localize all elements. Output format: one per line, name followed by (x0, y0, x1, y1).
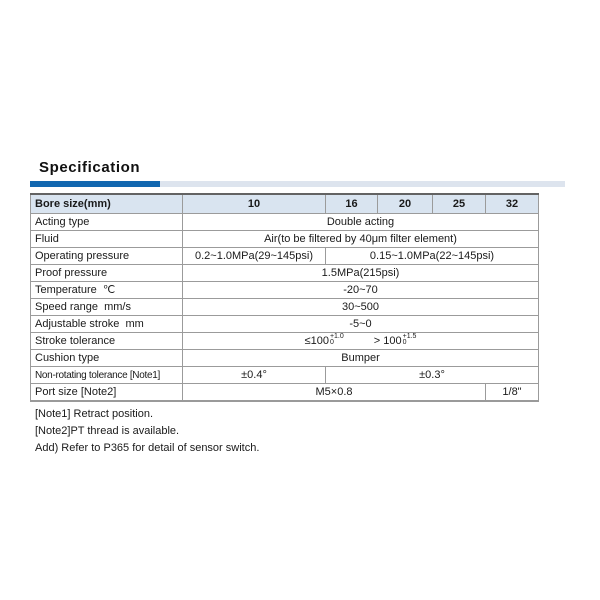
row-value-bore-32: 1/8" (486, 384, 539, 402)
header-col-bore-16: 16 (326, 194, 378, 214)
row-label: Cushion type (31, 350, 183, 367)
stroke-tolerance-gt-100 (374, 334, 417, 349)
table-row-adjustable-stroke (31, 316, 539, 333)
row-label: Acting type (31, 214, 183, 231)
row-value (183, 333, 539, 350)
tolerance-base: ≤100 (304, 334, 329, 347)
row-value: 30~500 (183, 299, 539, 316)
table-row-cushion-type (31, 350, 539, 367)
table-row-stroke-tolerance (31, 333, 539, 350)
header-col-bore-20: 20 (378, 194, 433, 214)
row-label: Temperature ℃ (31, 282, 183, 299)
specification-table (30, 193, 539, 402)
header-bore-size-label: Bore size(mm) (31, 194, 183, 214)
row-label: Port size [Note2] (31, 384, 183, 402)
row-value-bore-10: ±0.4° (183, 367, 326, 384)
row-value-bore-16-32: ±0.3° (326, 367, 539, 384)
tolerance-subscript: 0 (402, 339, 407, 346)
row-label: Operating pressure (31, 248, 183, 265)
table-row-port-size (31, 384, 539, 402)
table-row-acting-type (31, 214, 539, 231)
table-row-operating-pressure (31, 248, 539, 265)
footnotes (35, 406, 565, 457)
row-value: -20~70 (183, 282, 539, 299)
table-row-speed-range (31, 299, 539, 316)
header-col-bore-32: 32 (486, 194, 539, 214)
section-title: Specification (39, 159, 141, 176)
row-value: Double acting (183, 214, 539, 231)
specification-section (30, 159, 565, 457)
row-value-bore-16-32: 0.15~1.0MPa(22~145psi) (326, 248, 539, 265)
tolerance-subscript: 0 (329, 339, 334, 346)
row-label: Speed range mm/s (31, 299, 183, 316)
header-col-bore-10: 10 (183, 194, 326, 214)
title-underline (30, 181, 565, 187)
table-row-proof-pressure (31, 265, 539, 282)
row-label: Fluid (31, 231, 183, 248)
note-2: [Note2]PT thread is available. (35, 425, 180, 437)
table-header-row (31, 194, 539, 214)
row-value: -5~0 (183, 316, 539, 333)
tolerance-superscript: +1.5 (402, 332, 417, 340)
row-value: Air(to be filtered by 40μm filter element) (183, 231, 539, 248)
stroke-tolerance-values (183, 334, 538, 349)
stroke-tolerance-le-100 (305, 334, 344, 349)
tolerance-superscript: +1.0 (329, 332, 344, 340)
tolerance-stack (330, 334, 344, 347)
table-row-fluid (31, 231, 539, 248)
note-1: [Note1] Retract position. (35, 408, 154, 420)
row-value: 1.5MPa(215psi) (183, 265, 539, 282)
row-label: Adjustable stroke mm (31, 316, 183, 333)
title-underline-accent-bar (30, 181, 160, 187)
row-value-bore-10-25: M5×0.8 (183, 384, 486, 402)
header-col-bore-25: 25 (433, 194, 486, 214)
row-value: Bumper (183, 350, 539, 367)
row-label: Non-rotating tolerance [Note1] (31, 367, 183, 384)
tolerance-stack (403, 334, 417, 347)
tolerance-base: > 100 (373, 334, 402, 347)
row-value-bore-10: 0.2~1.0MPa(29~145psi) (183, 248, 326, 265)
note-additional: Add) Refer to P365 for detail of sensor switch. (35, 442, 260, 454)
table-row-non-rotating-tolerance (31, 367, 539, 384)
table-row-temperature (31, 282, 539, 299)
row-label: Proof pressure (31, 265, 183, 282)
title-underline-light-bar (160, 181, 565, 187)
row-label: Stroke tolerance (31, 333, 183, 350)
